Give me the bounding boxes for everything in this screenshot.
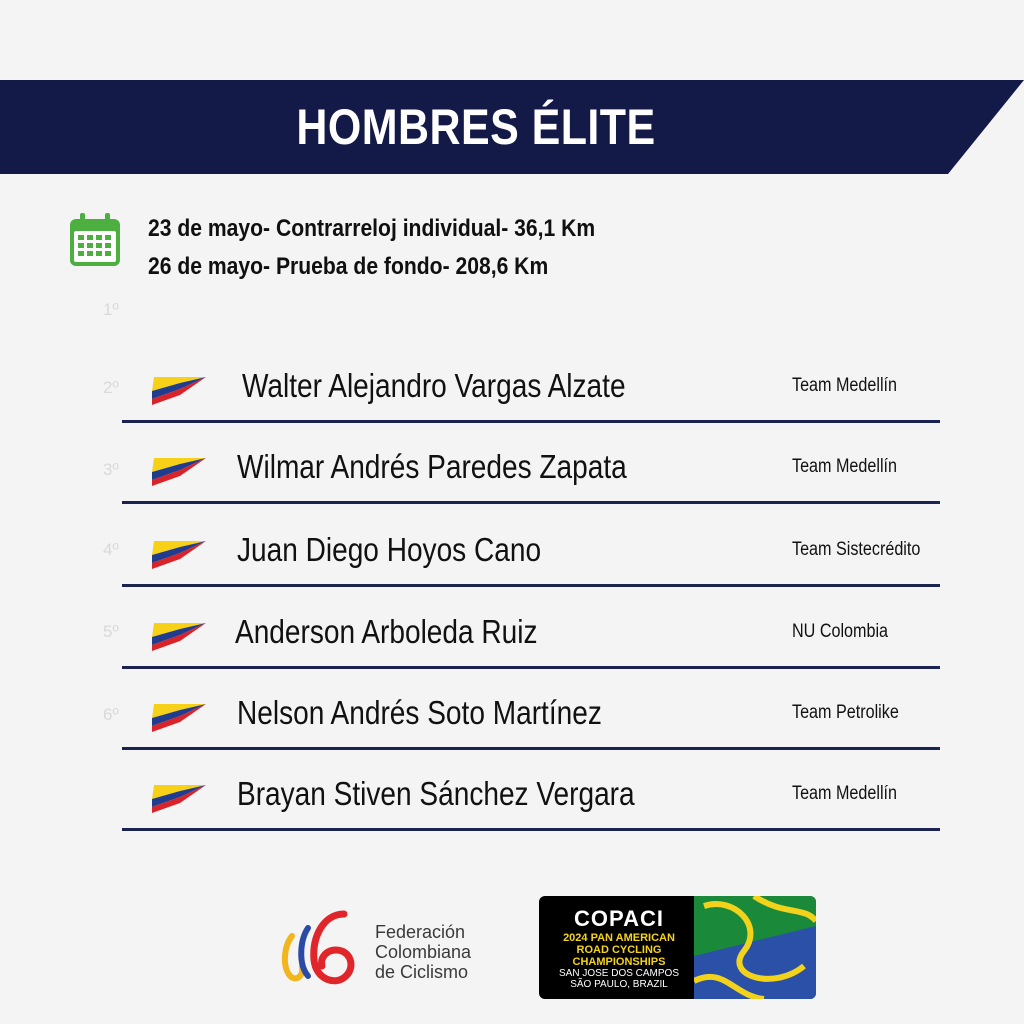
colombia-flag-icon	[150, 539, 208, 571]
rider-name: Walter Alejandro Vargas Alzate	[242, 367, 626, 404]
schedule-line-road-race: 26 de mayo- Prueba de fondo- 208,6 Km	[148, 253, 549, 280]
row-divider	[122, 828, 940, 831]
row-divider	[122, 501, 940, 504]
rider-name: Juan Diego Hoyos Cano	[237, 531, 542, 568]
rider-team: Team Medellín	[792, 783, 898, 804]
row-divider	[122, 666, 940, 669]
copaci-location: SAN JOSE DOS CAMPOS SÃO PAULO, BRAZIL	[558, 968, 680, 990]
row-divider	[122, 420, 940, 423]
rider-name: Brayan Stiven Sánchez Vergara	[237, 775, 635, 812]
place-number: 3º	[103, 460, 119, 479]
colombia-flag-icon	[150, 621, 208, 653]
colombia-flag-icon	[150, 783, 208, 815]
rider-row	[122, 442, 942, 504]
place-number: 2º	[103, 378, 119, 397]
page-title: HOMBRES ÉLITE	[296, 99, 656, 155]
rider-team: Team Medellín	[792, 375, 898, 396]
place-number: 5º	[103, 622, 119, 641]
rider-row	[122, 769, 942, 831]
rider-name: Anderson Arboleda Ruiz	[235, 613, 538, 650]
federation-logo	[278, 906, 358, 988]
copaci-logo	[539, 896, 816, 999]
copaci-subtitle: 2024 PAN AMERICAN ROAD CYCLING CHAMPIONSHIPS	[563, 932, 675, 968]
rider-team: Team Petrolike	[792, 702, 899, 723]
rider-name: Wilmar Andrés Paredes Zapata	[237, 448, 627, 485]
federation-name: Federación Colombiana de Ciclismo	[375, 922, 472, 982]
copaci-title: COPACI	[574, 906, 664, 931]
place-number: 6º	[103, 705, 119, 724]
rider-row	[122, 688, 942, 750]
colombia-flag-icon	[150, 456, 208, 488]
colombia-flag-icon	[150, 375, 208, 407]
row-divider	[122, 584, 940, 587]
place-number: 1º	[103, 300, 119, 319]
copaci-art	[694, 896, 816, 999]
rider-name: Nelson Andrés Soto Martínez	[237, 694, 602, 731]
rider-team: Team Sistecrédito	[792, 539, 921, 560]
rider-row	[122, 607, 942, 669]
title-banner	[0, 80, 1024, 174]
rider-team: Team Medellín	[792, 456, 898, 477]
schedule-line-time-trial: 23 de mayo- Contrarreloj individual- 36,1 Km	[148, 215, 596, 242]
rider-team: NU Colombia	[792, 621, 889, 642]
rider-row	[122, 361, 942, 423]
calendar-icon	[68, 212, 122, 268]
row-divider	[122, 747, 940, 750]
place-number: 4º	[103, 540, 119, 559]
schedule	[148, 210, 656, 286]
rider-row	[122, 525, 942, 587]
colombia-flag-icon	[150, 702, 208, 734]
